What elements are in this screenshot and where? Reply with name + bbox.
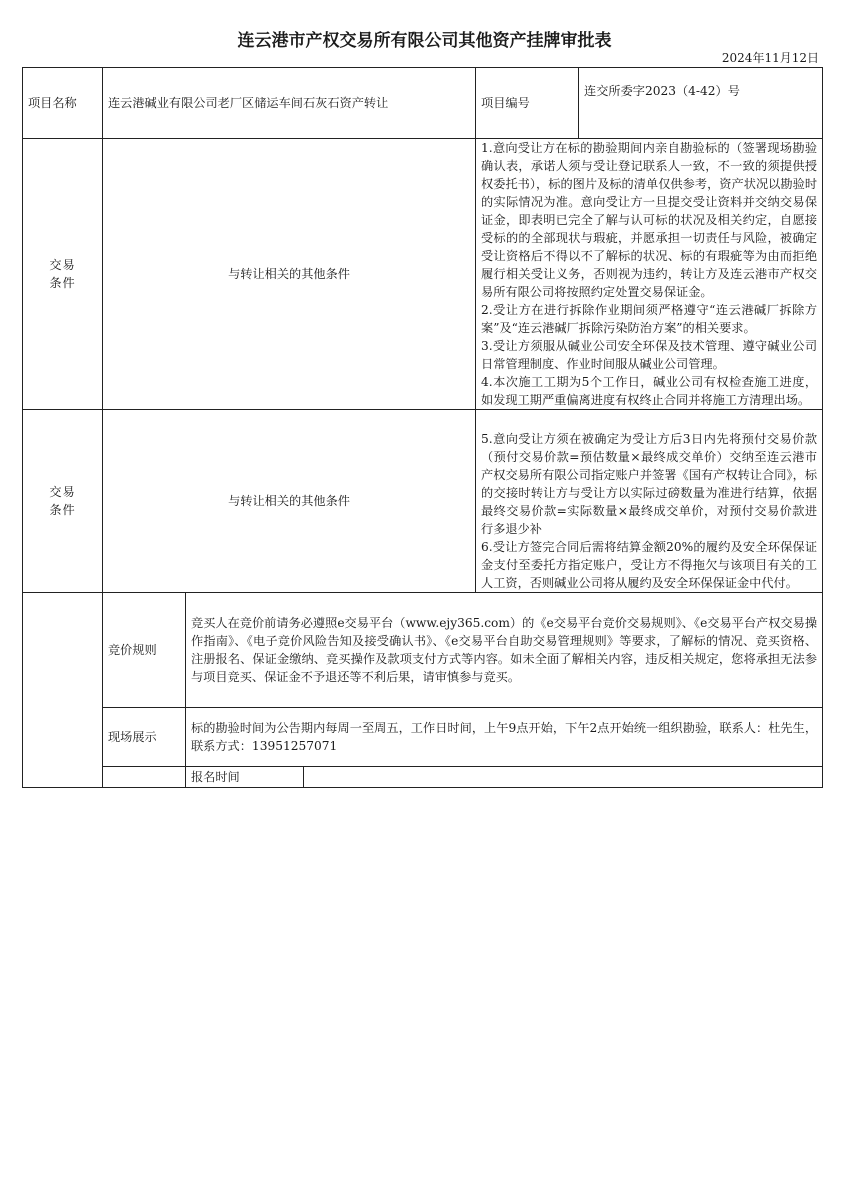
condition-paragraph: 6.受让方签完合同后需将结算金额20%的履约及安全环保保证金支付至委托方指定账户，受让方不得拖欠与该项目有关的工人工资，否则碱业公司将从履约及安全环保保证金中代付。 [481,540,818,590]
bidding-rules-label: 竞价规则 [103,593,186,708]
trade-condition-label-2-line2: 条件 [49,503,76,517]
bidding-rules-row [23,593,823,708]
trade-condition-label-2 [23,410,103,593]
signup-time-value [304,767,823,788]
trade-condition-label-2-line1: 交易 [49,485,76,499]
approval-table [22,67,823,788]
signup-time-blank [103,767,186,788]
trade-condition-row-1 [23,139,823,410]
other-conditions-label-1: 与转让相关的其他条件 [103,139,476,410]
trade-condition-row-2 [23,410,823,593]
document-title: 连云港市产权交易所有限公司其他资产挂牌审批表 [237,31,612,51]
other-conditions-text-1 [476,139,823,410]
site-display-text: 标的勘验时间为公告期内每周一至周五，工作日时间，上午9点开始，下午2点开始统一组织勘验，联系人：杜先生，联系方式：13951257071 [186,708,823,767]
document-date: 2024年11月12日 [721,51,819,65]
bidding-section-blank [23,593,103,788]
other-conditions-text-2 [476,410,823,593]
project-code-label: 项目编号 [476,68,579,139]
project-name-label: 项目名称 [23,68,103,139]
signup-time-row [23,767,823,788]
project-header-row [23,68,823,139]
condition-paragraph: 1.意向受让方在标的勘验期间内亲自勘验标的（签署现场勘验确认表，承诺人须与受让登记联系人一致，不一致的须提供授权委托书），标的图片及标的清单仅供参考，资产状况以勘验时的实际情况为准。意向受让方一旦提交受让资料并交纳交易保证金，即表明已完全了解与认可标的状况及相关约定，自愿接受标的的全部现状与瑕疵，并愿承担一切责任与风险，被确定受让资格后不得以不了解标的状况、标的有瑕疵等为由而拒绝履行相关受让义务，否则视为违约，转让方及连云港市产权交易所有限公司将按照约定处置交易保证金。 [481,141,818,299]
other-conditions-label-2: 与转让相关的其他条件 [103,410,476,593]
project-name-value: 连云港碱业有限公司老厂区储运车间石灰石资产转让 [103,68,476,139]
site-display-label: 现场展示 [103,708,186,767]
project-code-value: 连交所委字2023（4-42）号 [579,68,823,139]
trade-condition-label-1-line2: 条件 [49,276,76,290]
trade-condition-label-1 [23,139,103,410]
condition-paragraph: 3.受让方须服从碱业公司安全环保及技术管理、遵守碱业公司日常管理制度、作业时间服从碱业公司管理。 [481,339,818,371]
site-display-row [23,708,823,767]
trade-condition-label-1-line1: 交易 [49,258,76,272]
condition-paragraph: 2.受让方在进行拆除作业期间须严格遵守“连云港碱厂拆除方案”及“连云港碱厂拆除污染防治方案”的相关要求。 [481,303,818,335]
condition-paragraph: 4.本次施工工期为5个工作日，碱业公司有权检查施工进度，如发现工期严重偏离进度有权终止合同并将施工方清理出场。 [481,375,818,407]
bidding-rules-text: 竞买人在竞价前请务必遵照e交易平台（www.ejy365.com）的《e交易平台竞价交易规则》、《e交易平台产权交易操作指南》、《电子竞价风险告知及接受确认书》、《e交易平台自助交易管理规则》等要求，了解标的情况、竞买资格、注册报名、保证金缴纳、竞买操作及款项支付方式等内容。如未全面了解相关内容，违反相关规定，您将承担无法参与项目竞买、保证金不予退还等不利后果，请审慎参与竞买。 [186,593,823,708]
condition-paragraph: 5.意向受让方须在被确定为受让方后3日内先将预付交易价款（预付交易价款=预估数量×最终成交单价）交纳至连云港市产权交易所有限公司指定账户并签署《国有产权转让合同》，标的交接时转让方与受让方以实际过磅数量为准进行结算，依据最终交易价款=实际数量×最终成交单价，对预付交易价款进行多退少补 [481,432,818,536]
signup-time-label: 报名时间 [186,767,304,788]
